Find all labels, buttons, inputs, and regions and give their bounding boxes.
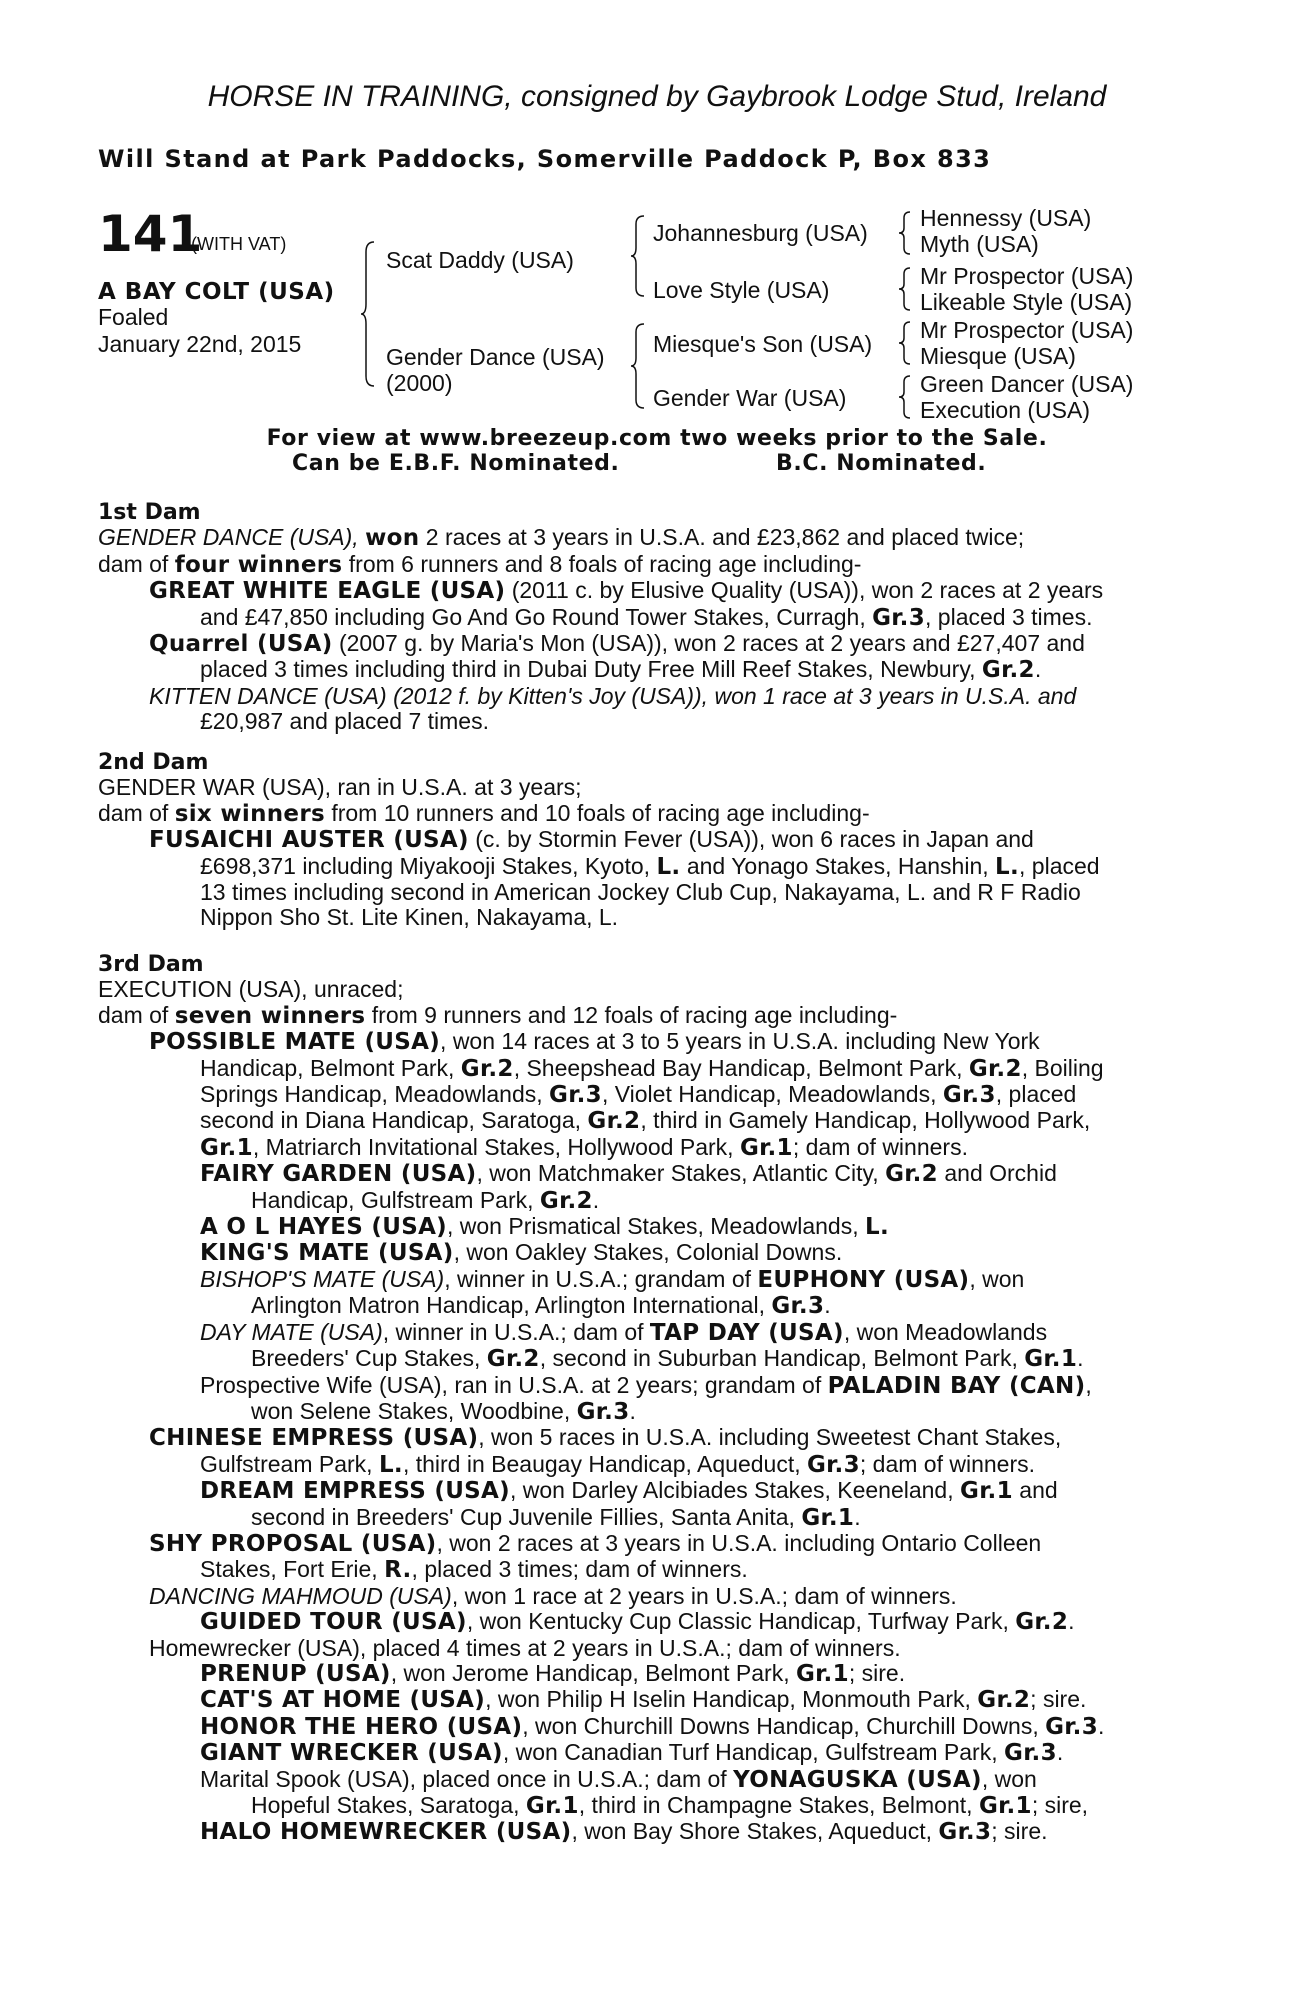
progeny-line: CAT'S AT HOME (USA), won Philip H Iselin Handicap, Monmouth Park, Gr.2; sire.	[200, 1686, 1087, 1714]
pedigree-brace-g1	[898, 210, 914, 258]
stand-location: Will Stand at Park Paddocks, Somerville Paddock P, Box 833	[98, 145, 992, 173]
progeny-line: 13 times including second in American Jockey Club Cup, Nakayama, L. and R F Radio	[200, 879, 1081, 906]
pedigree-dam-dam: Gender War (USA)	[653, 385, 847, 411]
dam-line: dam of six winners from 10 runners and 10 foals of racing age including-	[98, 799, 870, 827]
first-dam-section	[98, 500, 1218, 735]
pedigree-dam: Gender Dance (USA)	[386, 344, 605, 370]
progeny-line: FAIRY GARDEN (USA), won Matchmaker Stakes, Atlantic City, Gr.2 and Orchid	[200, 1160, 1057, 1188]
progeny-line: KING'S MATE (USA), won Oakley Stakes, Colonial Downs.	[200, 1239, 843, 1267]
progeny-line: Springs Handicap, Meadowlands, Gr.3, Violet Handicap, Meadowlands, Gr.3, placed	[200, 1081, 1077, 1109]
pedigree-dam-year: (2000)	[386, 370, 453, 396]
progeny-line: Prospective Wife (USA), ran in U.S.A. at 2 years; grandam of PALADIN BAY (CAN),	[200, 1371, 1092, 1399]
progeny-line: CHINESE EMPRESS (USA), won 5 races in U.S.A. including Sweetest Chant Stakes,	[149, 1424, 1062, 1452]
progeny-line: Stakes, Fort Erie, R., placed 3 times; dam of winners.	[200, 1556, 748, 1584]
lot-description: A BAY COLT (USA)	[98, 279, 335, 305]
progeny-line: Homewrecker (USA), placed 4 times at 2 years in U.S.A.; dam of winners.	[149, 1634, 901, 1661]
progeny-line: SHY PROPOSAL (USA), won 2 races at 3 years in U.S.A. including Ontario Colleen	[149, 1529, 1042, 1557]
foaled-label: Foaled	[98, 304, 169, 330]
progeny-line: Handicap, Gulfstream Park, Gr.2.	[251, 1186, 600, 1214]
pedigree-gg5: Mr Prospector (USA)	[920, 317, 1134, 343]
ebf-note: Can be E.B.F. Nominated.	[292, 451, 620, 476]
progeny-line: Gr.1, Matriarch Invitational Stakes, Hollywood Park, Gr.1; dam of winners.	[200, 1133, 968, 1161]
foaled-date: January 22nd, 2015	[98, 331, 302, 357]
dam-line: EXECUTION (USA), unraced;	[98, 976, 404, 1003]
progeny-line: second in Breeders' Cup Juvenile Fillies, Santa Anita, Gr.1.	[251, 1503, 861, 1531]
progeny-line: BISHOP'S MATE (USA), winner in U.S.A.; grandam of EUPHONY (USA), won	[200, 1265, 1025, 1293]
third-dam-progeny	[98, 1029, 1218, 1846]
pedigree-gg2: Myth (USA)	[920, 231, 1039, 257]
progeny-line: Nippon Sho St. Lite Kinen, Nakayama, L.	[200, 904, 619, 931]
pedigree-sire: Scat Daddy (USA)	[386, 247, 574, 273]
progeny-line: A O L HAYES (USA), won Prismatical Stakes, Meadowlands, L.	[200, 1213, 889, 1241]
bc-note: B.C. Nominated.	[776, 451, 987, 476]
progeny-line: FUSAICHI AUSTER (USA) (c. by Stormin Fever (USA)), won 6 races in Japan and	[149, 826, 1034, 854]
dam-line: dam of seven winners from 9 runners and 12 foals of racing age including-	[98, 1001, 898, 1029]
pedigree-brace-sire	[630, 214, 650, 300]
section-heading: 3rd Dam	[98, 952, 204, 977]
pedigree-brace-dam	[630, 322, 650, 412]
progeny-line: Handicap, Belmont Park, Gr.2, Sheepshead Bay Handicap, Belmont Park, Gr.2, Boiling	[200, 1054, 1104, 1082]
pedigree-sire-dam: Love Style (USA)	[653, 277, 830, 303]
catalogue-header: HORSE IN TRAINING, consigned by Gaybrook Lodge Stud, Ireland	[207, 80, 1107, 113]
pedigree-brace-g3	[898, 320, 914, 368]
progeny-line: Arlington Matron Handicap, Arlington International, Gr.3.	[251, 1292, 831, 1320]
section-heading: 2nd Dam	[98, 750, 209, 775]
progeny-line: HONOR THE HERO (USA), won Churchill Downs Handicap, Churchill Downs, Gr.3.	[200, 1712, 1105, 1740]
progeny-line: £20,987 and placed 7 times.	[200, 708, 489, 735]
progeny-line: POSSIBLE MATE (USA), won 14 races at 3 to 5 years in U.S.A. including New York	[149, 1028, 1040, 1056]
progeny-line: placed 3 times including third in Dubai Duty Free Mill Reef Stakes, Newbury, Gr.2.	[200, 656, 1042, 684]
dam-line: dam of four winners from 6 runners and 8 foals of racing age including-	[98, 550, 862, 578]
progeny-line: GREAT WHITE EAGLE (USA) (2011 c. by Elusive Quality (USA)), won 2 races at 2 years	[149, 577, 1104, 605]
progeny-line: Quarrel (USA) (2007 g. by Maria's Mon (USA)), won 2 races at 2 years and £27,407 and	[149, 630, 1085, 658]
vat-note: (WITH VAT)	[191, 234, 287, 254]
third-dam-section	[98, 952, 1218, 1846]
dam-line: GENDER DANCE (USA), won 2 races at 3 years in U.S.A. and £23,862 and placed twice;	[98, 524, 1025, 552]
pedigree-gg7: Green Dancer (USA)	[920, 371, 1134, 397]
progeny-line: Hopeful Stakes, Saratoga, Gr.1, third in Champagne Stakes, Belmont, Gr.1; sire,	[251, 1792, 1089, 1819]
progeny-line: £698,371 including Miyakooji Stakes, Kyoto, L. and Yonago Stakes, Hanshin, L., placed	[200, 852, 1100, 880]
pedigree-gg4: Likeable Style (USA)	[920, 289, 1133, 315]
progeny-line: DREAM EMPRESS (USA), won Darley Alcibiades Stakes, Keeneland, Gr.1 and	[200, 1477, 1058, 1505]
progeny-line: DANCING MAHMOUD (USA), won 1 race at 2 years in U.S.A.; dam of winners.	[149, 1582, 957, 1609]
progeny-line: Breeders' Cup Stakes, Gr.2, second in Suburban Handicap, Belmont Park, Gr.1.	[251, 1345, 1084, 1373]
dam-line: GENDER WAR (USA), ran in U.S.A. at 3 years;	[98, 774, 582, 801]
pedigree-gg3: Mr Prospector (USA)	[920, 263, 1134, 289]
pedigree-gg6: Miesque (USA)	[920, 343, 1076, 369]
pedigree-brace-g4	[898, 374, 914, 422]
progeny-line: second in Diana Handicap, Saratoga, Gr.2, third in Gamely Handicap, Hollywood Park,	[200, 1107, 1091, 1135]
progeny-line: HALO HOMEWRECKER (USA), won Bay Shore Stakes, Aqueduct, Gr.3; sire.	[200, 1818, 1048, 1846]
pedigree-brace-main	[360, 240, 380, 390]
progeny-line: Marital Spook (USA), placed once in U.S.A.; dam of YONAGUSKA (USA), won	[200, 1765, 1037, 1793]
progeny-line: GIANT WRECKER (USA), won Canadian Turf Handicap, Gulfstream Park, Gr.3.	[200, 1739, 1064, 1767]
progeny-line: PRENUP (USA), won Jerome Handicap, Belmont Park, Gr.1; sire.	[200, 1659, 906, 1687]
view-note: For view at www.breezeup.com two weeks prior to the Sale.	[266, 426, 1048, 451]
pedigree-dam-sire: Miesque's Son (USA)	[653, 331, 873, 357]
lot-number: 141	[98, 205, 203, 263]
section-heading: 1st Dam	[98, 500, 201, 525]
pedigree-sire-sire: Johannesburg (USA)	[653, 220, 868, 246]
progeny-line: GUIDED TOUR (USA), won Kentucky Cup Classic Handicap, Turfway Park, Gr.2.	[200, 1608, 1075, 1636]
second-dam-section	[98, 750, 1218, 931]
pedigree-gg1: Hennessy (USA)	[920, 205, 1092, 231]
pedigree-brace-g2	[898, 266, 914, 314]
progeny-line: won Selene Stakes, Woodbine, Gr.3.	[251, 1397, 636, 1425]
pedigree-gg8: Execution (USA)	[920, 397, 1091, 423]
progeny-line: KITTEN DANCE (USA) (2012 f. by Kitten's Joy (USA)), won 1 race at 3 years in U.S.A. and	[149, 682, 1077, 709]
progeny-line: and £47,850 including Go And Go Round Tower Stakes, Curragh, Gr.3, placed 3 times.	[200, 603, 1093, 631]
progeny-line: Gulfstream Park, L., third in Beaugay Handicap, Aqueduct, Gr.3; dam of winners.	[200, 1450, 1036, 1478]
progeny-line: DAY MATE (USA), winner in U.S.A.; dam of TAP DAY (USA), won Meadowlands	[200, 1318, 1048, 1346]
